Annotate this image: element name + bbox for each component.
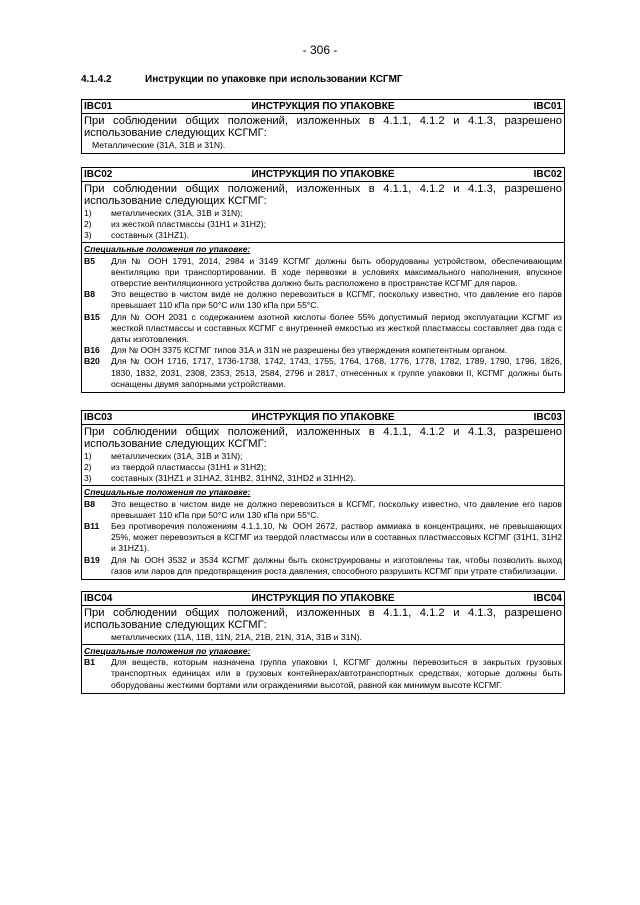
ibc04-code-right: IBC04 [533, 593, 562, 604]
provision-b1: B1 Для веществ, которым назначена группа упаковки I, КСГМГ должны перевозиться в закрытых грузовых транспортных единицах или в грузовых контейнерах/автотранспортных средствах, которые должны быть оборудованы жесткими бортами или ограждениями высотой, равной как минимум высоте КСГМГ. [84, 657, 562, 690]
ibc03-header [82, 411, 564, 425]
section-title: Инструкции по упаковке при использовании КСГМГ [145, 74, 403, 85]
ibc02-box [81, 167, 565, 393]
ibc04-box [81, 591, 565, 694]
provision-b20: B20 Для № ООН 1716, 1717, 1736-1738, 1742, 1743, 1755, 1764, 1768, 1776, 1778, 1782, 1789, 1790, 1796, 1826, 1830, 1832, 2031, 2308, 2353, 2513, 2584, 2796 и 2817, отнесенных к группе упаковки II, КСГМГ должны быть оснащены двумя запорными устройствами. [84, 356, 562, 389]
provision-b19: B19 Для № ООН 3532 и 3534 КСГМГ должны быть сконструированы и изготовлены так, чтобы позволить выход газов или паров для предотвращения роста давления, способного разрушить КСГМГ при утрате стабилизации. [84, 554, 562, 576]
ibc02-code-right: IBC02 [533, 169, 562, 180]
section-number: 4.1.4.2 [81, 74, 112, 85]
ibc04-code-left: IBC04 [84, 593, 113, 604]
ibc01-packaging: Металлические (31A, 31B и 31N). [92, 139, 226, 150]
ibc03-box [81, 410, 565, 580]
ibc02-special-heading: Специальные положения по упаковке: [84, 244, 251, 255]
ibc04-special-heading: Специальные положения по упаковке: [84, 646, 251, 657]
ibc02-code-left: IBC02 [84, 169, 113, 180]
ibc03-packaging-item: 3) составных (31HZ1 и 31HA2, 31HB2, 31HN2, 31HD2 и 31HH2). [84, 473, 356, 484]
ibc03-packaging-item: 1) металлических (31A, 31B и 31N); [84, 450, 243, 461]
ibc01-intro: При соблюдении общих положений, изложенных в 4.1.1, 4.1.2 и 4.1.3, разрешено использование следующих КСГМГ: [84, 115, 562, 140]
ibc03-special-provisions [82, 485, 564, 577]
ibc03-code-left: IBC03 [84, 412, 113, 423]
ibc02-header [82, 168, 564, 182]
ibc04-header [82, 592, 564, 606]
provision-b15: B15 Для № ООН 2031 с содержанием азотной кислоты более 55% допустимый период эксплуатации КСГМГ из жесткой пластмассы и составных КСГМГ с внутренней емкостью из жесткой пластмассы составляет два года с даты изготовления. [84, 311, 562, 345]
ibc02-packaging-item: 3) составных (31HZ1). [84, 230, 190, 241]
section-heading [81, 74, 403, 85]
ibc03-code-right: IBC03 [533, 412, 562, 423]
ibc04-intro: При соблюдении общих положений, изложенных в 4.1.1, 4.1.2 и 4.1.3, разрешено использование следующих КСГМГ: [84, 607, 562, 632]
ibc03-title: ИНСТРУКЦИЯ ПО УПАКОВКЕ [251, 412, 395, 423]
provision-b11: B11 Без противоречия положениям 4.1.1.10, № ООН 2672, раствор аммиака в концентрациях, не превышающих 25%, может перевозиться в КСГМГ из твердой пластмассы или в составных пластмассовых КСГМГ (31H1, 31H2 и 31HZ1). [84, 521, 562, 554]
provision-b5: B5 Для № ООН 1791, 2014, 2984 и 3149 КСГМГ должны быть оборудованы устройством, обеспечивающим вентиляцию при транспортировании. В ходе перевозки в условиях максимального наполнения, впускное отверстие вентиляционного устройства должно быть расположено в пространстве КСГМГ для паров. [84, 255, 562, 289]
ibc03-packaging-item: 2) из твердой пластмассы (31H1 и 31H2); [84, 462, 267, 473]
ibc02-title: ИНСТРУКЦИЯ ПО УПАКОВКЕ [251, 169, 395, 180]
ibc02-packaging-item: 1) металлических (31A, 31B и 31N); [84, 207, 243, 218]
ibc01-code-left: IBC01 [84, 101, 113, 112]
provision-b8: B8 Это вещество в чистом виде не должно перевозиться в КСГМГ, поскольку известно, что давление его паров превышает 110 кПа при 50°С или 130 кПа при 55°С. [84, 289, 562, 311]
ibc01-header [82, 100, 564, 114]
ibc01-code-right: IBC01 [533, 101, 562, 112]
ibc04-title: ИНСТРУКЦИЯ ПО УПАКОВКЕ [251, 593, 395, 604]
ibc01-title: ИНСТРУКЦИЯ ПО УПАКОВКЕ [251, 101, 395, 112]
ibc02-packaging-item: 2) из жесткой пластмассы (31H1 и 31H2); [84, 219, 267, 230]
ibc01-box [81, 99, 565, 154]
ibc03-intro: При соблюдении общих положений, изложенных в 4.1.1, 4.1.2 и 4.1.3, разрешено использование следующих КСГМГ: [84, 426, 562, 451]
ibc02-special-provisions [82, 242, 564, 390]
ibc02-intro: При соблюдении общих положений, изложенных в 4.1.1, 4.1.2 и 4.1.3, разрешено использование следующих КСГМГ: [84, 183, 562, 208]
provision-b16: B16 Для № ООН 3375 КСГМГ типов 31А и 31N не разрешены без утверждения компетентным органом. [84, 345, 508, 356]
ibc04-packaging: металлических (11A, 11B, 11N, 21A, 21B, 21N, 31A, 31B и 31N). [111, 631, 362, 642]
page-number: - 306 - [302, 43, 338, 57]
ibc04-special-provisions [82, 644, 564, 691]
provision-b8: B8 Это вещество в чистом виде не должно перевозиться в КСГМГ, поскольку известно, что давление его паров превышает 110 кПа при 50°С или 130 кПа при 55°С. [84, 498, 562, 520]
ibc03-special-heading: Специальные положения по упаковке: [84, 487, 251, 498]
